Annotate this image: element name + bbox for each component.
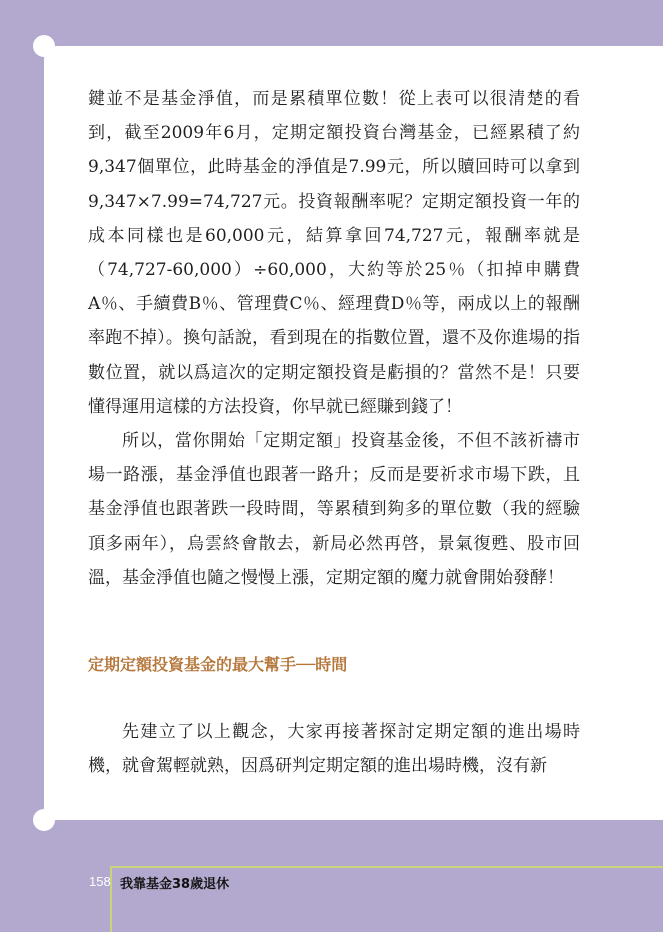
footer-rule [110, 866, 663, 868]
section-body [88, 715, 580, 783]
body-paragraph-1: 鍵並不是基金淨值，而是累積單位數！從上表可以很清楚的看到，截至2009年6月，定期定額投資台灣基金，已經累積了約9,347個單位，此時基金的淨值是7.99元，所以贖回時可以拿到9,347×7.99=74,727元。投資報酬率呢？定期定額投資一年的成本同樣也是60,000元，結算拿回74,727元，報酬率就是（74,727-60,000）÷60,000，大約等於25％（扣掉申購費A％、手續費B％、管理費C％、經理費D％等，兩成以上的報酬率跑不掉）。換句話說，看到現在的指數位置，還不及你進場的指數位置，就以爲這次的定期定額投資是虧損的？當然不是！只要懂得運用這樣的方法投資，你早就已經賺到錢了！ [88, 89, 580, 417]
decorative-dot-bottom [33, 809, 55, 831]
page-number: 158 [89, 874, 111, 889]
body-paragraph-2: 所以，當你開始「定期定額」投資基金後，不但不該祈禱市場一路漲，基金淨值也跟著一路升；反而是要祈求市場下跌，且基金淨值也跟著跌一段時間，等累積到夠多的單位數（我的經驗頂多兩年），烏雲終會散去，新局必然再啓，景氣復甦、股市回溫，基金淨值也隨之慢慢上漲，定期定額的魔力就會開始發酵！ [88, 431, 580, 588]
body-text [88, 82, 580, 595]
decorative-dot-top [33, 35, 55, 57]
section-heading: 定期定額投資基金的最大幫手──時間 [88, 655, 348, 674]
book-title: 我靠基金38歲退休 [120, 877, 230, 892]
section-paragraph: 先建立了以上觀念，大家再接著探討定期定額的進出場時機，就會駕輕就熟，因爲研判定期定額的進出場時機，沒有新 [88, 722, 580, 777]
